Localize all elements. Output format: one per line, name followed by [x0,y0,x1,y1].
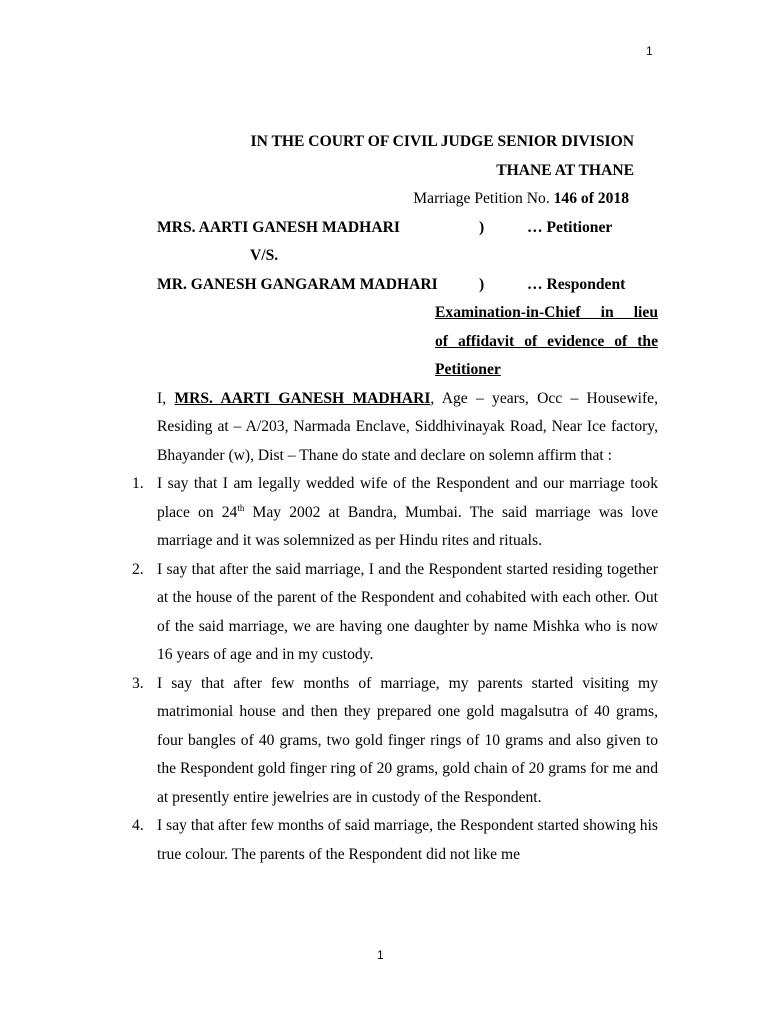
page-number-bottom: 1 [377,948,384,962]
paragraph-4 [132,812,658,869]
respondent-role: … Respondent [527,275,626,293]
examination-heading-line1: Examination-in-Chief in lieu [435,304,658,321]
numbered-paragraphs [132,470,658,869]
page-number-top: 1 [646,44,653,58]
paragraph-1 [132,470,658,556]
paragraph-text: I say that after few months of said marriage, the Respondent started showing his true colour. The parents of the Respondent did not like me [157,817,658,863]
document-body [132,128,659,869]
respondent-line [157,271,658,300]
examination-heading-line3: Petitioner [435,361,501,378]
paragraph-text: I say that after few months of marriage, my parents started visiting my matrimonial house and then they prepared one gold magalsutra of 40 grams, four bangles of 40 grams, two gold finger rings of 10 grams and also given to the Respondent gold finger ring of 20 grams, gold chain of 20 grams for me and at presently entire jewelries are in custody of the Respondent. [157,674,658,806]
intro-text: , Age – years, Occ – Housewife, Residing at – A/203, Narmada Enclave, Siddhivinayak Road, Near Ice factory, Bhayander (w), Dist – Thane do state and declare on solemn affirm that : [157,389,659,464]
paragraph-number: 2. [132,560,144,578]
respondent-paren: ) [479,275,485,293]
paragraph-3 [132,670,658,813]
petitioner-paren: ) [479,218,485,236]
paragraph-text-cont: May 2002 at Bandra, Mumbai. The said marriage was love marriage and it was solemnized as per Hindu rites and rituals. [157,503,658,549]
petitioner-role: … Petitioner [527,218,613,236]
intro-paragraph [157,385,658,471]
paragraph-number: 1. [132,475,144,492]
petition-number-value: 146 of 2018 [553,190,629,207]
examination-heading [435,299,658,385]
respondent-name: MR. GANESH GANGARAM MADHARI [157,275,438,293]
examination-heading-line2: of affidavit of evidence of the [435,332,658,350]
paragraph-text: I say that I am legally wedded wife of the Respondent and our marriage took place on 24 [157,475,658,521]
versus-label: V/S. [250,247,279,264]
petition-label: Marriage Petition No. [413,190,554,207]
petition-number [157,185,629,214]
intro-prefix: I, [157,389,175,407]
court-name-line1: IN THE COURT OF CIVIL JUDGE SENIOR DIVISION [250,133,634,150]
paragraph-number: 3. [132,674,144,692]
petitioner-line [157,214,658,243]
petitioner-name: MRS. AARTI GANESH MADHARI [157,218,400,236]
court-name-line2: THANE AT THANE [496,161,634,179]
ordinal-suffix: th [237,502,245,513]
paragraph-2 [132,556,658,670]
paragraph-number: 4. [132,817,144,834]
intro-deponent-name: MRS. AARTI GANESH MADHARI [174,389,431,407]
paragraph-text: I say that after the said marriage, I and the Respondent started residing together at the house of the parent of the Respondent and cohabited with each other. Out of the said marriage, we are having one daughter by name Mishka who is now 16 years of age and in my custody. [157,560,658,663]
